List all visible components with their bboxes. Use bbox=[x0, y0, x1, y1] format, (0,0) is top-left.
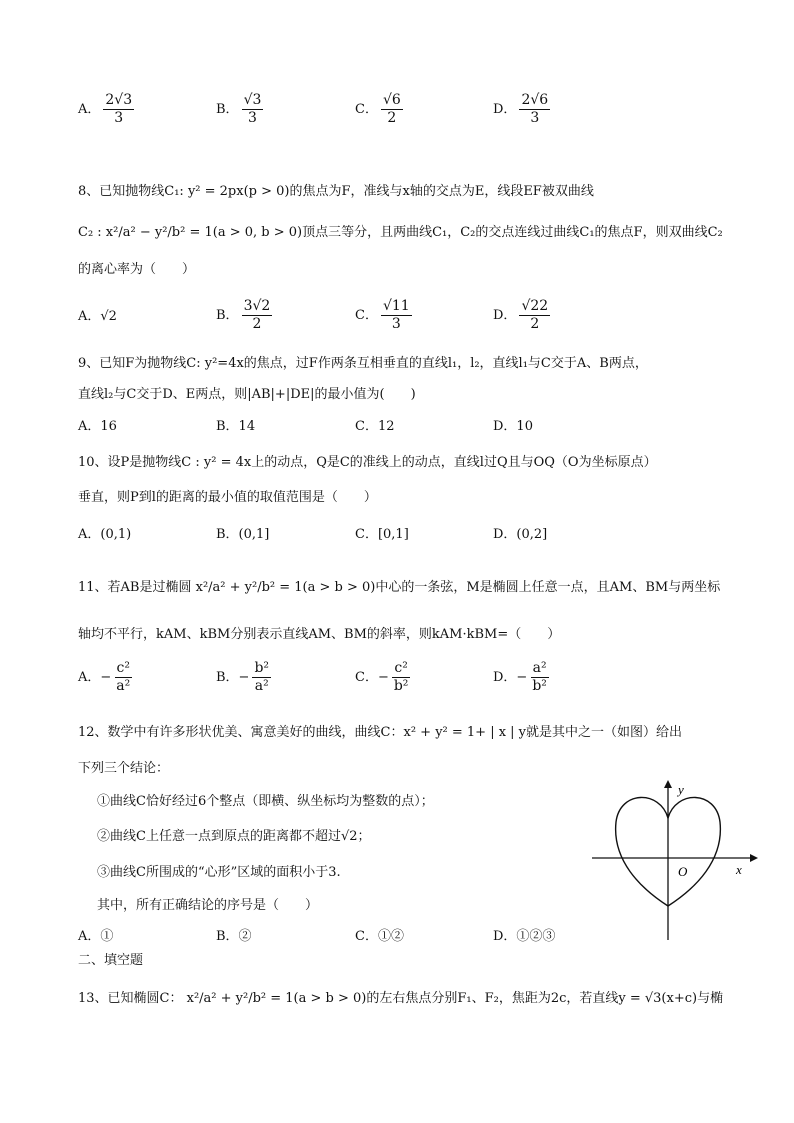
q11-line-1: 11、若AB是过椭圆 x²/a² + y²/b² = 1(a > b > 0)中心的一条弦，M是椭圆上任意一点，且AM、BM与两坐标 bbox=[78, 580, 721, 595]
q8-line-2: C₂ : x²/a² − y²/b² = 1(a > 0, b > 0)顶点三等分，且两曲线C₁，C₂的交点连线过曲线C₁的焦点F，则双曲线C₂ bbox=[78, 225, 723, 240]
q12-conclusion-2: ②曲线C上任意一点到原点的距离都不超过√2； bbox=[97, 829, 371, 844]
heart-curve-figure bbox=[590, 780, 760, 945]
q10-line-2: 垂直，则P到l的距离的最小值的取值范围是（ ） bbox=[78, 490, 377, 505]
q7-option-c: C． $\frac{√6}{2}$ bbox=[355, 92, 401, 126]
q10-option-c: C．[0,1] bbox=[355, 527, 409, 542]
q8-option-d: D． $\frac{√22}{2}$ bbox=[493, 298, 549, 332]
q9-option-b: B．14 bbox=[216, 419, 256, 434]
q12-line-1: 12、数学中有许多形状优美、寓意美好的曲线，曲线C：x² + y² = 1+ | x | y就是其中之一（如图）给出 bbox=[78, 725, 683, 740]
q12-line-2: 下列三个结论： bbox=[78, 761, 170, 776]
q12-option-d: D．①②③ bbox=[493, 929, 556, 944]
q12-conclusion-3: ③曲线C所围成的“心形”区域的面积小于3. bbox=[97, 865, 341, 880]
q11-option-c: C．− $\frac{\text{c²}}{\text{b²}}$ bbox=[355, 660, 409, 694]
origin-label: O bbox=[678, 864, 688, 879]
section-heading: 二、填空题 bbox=[78, 953, 144, 968]
q12-conclusion-1: ①曲线C恰好经过6个整点（即横、纵坐标均为整数的点）； bbox=[97, 794, 434, 809]
x-axis-label: x bbox=[736, 862, 742, 877]
q12-option-b: B．② bbox=[216, 929, 252, 944]
q8-option-c: C． $\frac{√11}{3}$ bbox=[355, 298, 410, 332]
q8-line-1: 8、已知抛物线C₁: y² = 2px(p > 0)的焦点为F，准线与x轴的交点为E，线段EF被双曲线 bbox=[78, 184, 594, 199]
q9-option-c: C．12 bbox=[355, 419, 395, 434]
q10-line-1: 10、设P是抛物线C : y² = 4x上的动点，Q是C的准线上的动点，直线l过Q且与OQ（O为坐标原点） bbox=[78, 455, 657, 470]
q8-option-b: B． $\frac{3√2}{2}$ bbox=[216, 298, 271, 332]
q12-option-a: A．① bbox=[78, 929, 114, 944]
q9-option-d: D．10 bbox=[493, 419, 533, 434]
q9-line-2: 直线l₂与C交于D、E两点，则|AB|+|DE|的最小值为( ) bbox=[78, 387, 416, 402]
q13-line-1: 13、已知椭圆C： x²/a² + y²/b² = 1(a > b > 0)的左右焦点分别F₁、F₂，焦距为2c，若直线y = √3(x+c)与椭 bbox=[78, 991, 724, 1006]
q11-option-a: A．− $\frac{\text{c²}}{\text{a²}}$ bbox=[78, 660, 131, 694]
q11-line-2: 轴均不平行，kAM、kBM分别表示直线AM、BM的斜率，则kAM·kBM=（ ） bbox=[78, 627, 561, 642]
q7-option-d: D． $\frac{2√6}{3}$ bbox=[493, 92, 549, 126]
q10-option-d: D．(0,2] bbox=[493, 527, 548, 542]
x-axis-arrow-icon bbox=[750, 854, 758, 862]
q10-option-a: A．(0,1) bbox=[78, 527, 132, 542]
q7-option-b: B． $\frac{√3}{3}$ bbox=[216, 92, 262, 126]
q9-option-a: A．16 bbox=[78, 419, 117, 434]
q12-question: 其中，所有正确结论的序号是（ ） bbox=[97, 898, 319, 913]
q8-option-a: A．√2 bbox=[78, 309, 117, 324]
y-axis-arrow-icon bbox=[664, 780, 672, 788]
q11-option-b: B．− $\frac{\text{b²}}{\text{a²}}$ bbox=[216, 660, 270, 694]
q12-option-c: C．①② bbox=[355, 929, 404, 944]
q8-line-3: 的离心率为（ ） bbox=[78, 262, 196, 277]
y-axis-label: y bbox=[678, 782, 684, 797]
q10-option-b: B．(0,1] bbox=[216, 527, 270, 542]
q11-option-d: D．− $\frac{\text{a²}}{\text{b²}}$ bbox=[493, 660, 547, 694]
q9-line-1: 9、已知F为抛物线C: y²=4x的焦点，过F作两条互相垂直的直线l₁，l₂，直线l₁与C交于A、B两点， bbox=[78, 356, 648, 371]
q7-option-a: A． $\frac{2√3}{3}$ bbox=[78, 92, 133, 126]
